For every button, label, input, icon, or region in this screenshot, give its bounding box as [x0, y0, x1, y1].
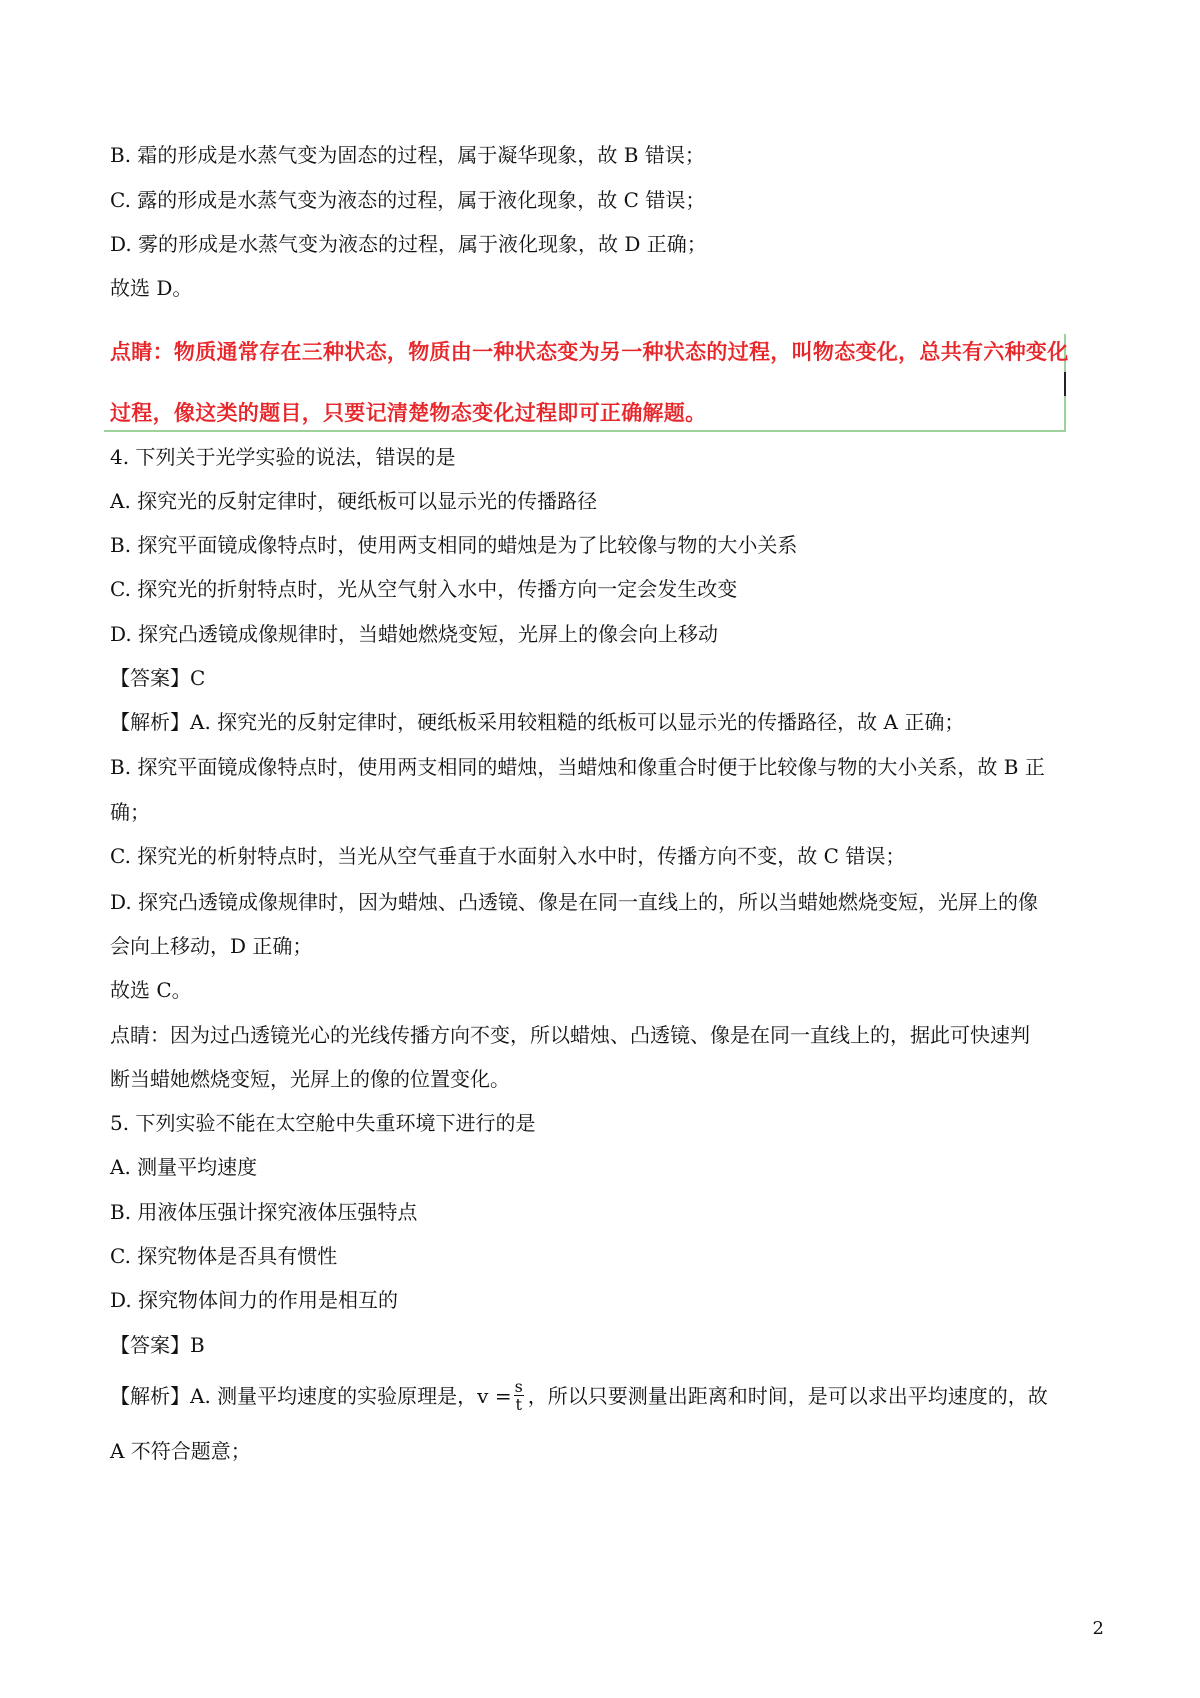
q5-explanation-a-prefix: 【解析】A. 测量平均速度的实验原理是，v =: [110, 1384, 512, 1408]
q5-option-d: D. 探究物体间力的作用是相互的: [110, 1288, 399, 1312]
q5-stem: 5. 下列实验不能在太空舱中失重环境下进行的是: [110, 1111, 536, 1135]
q5-explanation-a-line-1: [110, 1377, 1048, 1415]
q4-explanation-b-line-1: B. 探究平面镜成像特点时，使用两支相同的蜡烛，当蜡烛和像重合时便于比较像与物的大小关系，故 B 正: [110, 755, 1045, 779]
q4-stem: 4. 下列关于光学实验的说法，错误的是: [110, 445, 456, 469]
fraction-denominator: t: [515, 1395, 522, 1414]
q4-explanation-b-line-2: 确；: [110, 800, 150, 824]
q4-explanation-d-line-1: D. 探究凸透镜成像规律时，因为蜡烛、凸透镜、像是在同一直线上的，所以当蜡她燃烧变短，光屏上的像: [110, 890, 1039, 914]
q4-note-line-1: 点睛：因为过凸透镜光心的光线传播方向不变，所以蜡烛、凸透镜、像是在同一直线上的，据此可快速判: [110, 1023, 1030, 1047]
q4-explanation-a: 【解析】A. 探究光的反射定律时，硬纸板采用较粗糙的纸板可以显示光的传播路径，故 A 正确；: [110, 710, 965, 734]
q5-option-c: C. 探究物体是否具有惯性: [110, 1244, 338, 1268]
q4-note-line-2: 断当蜡她燃烧变短，光屏上的像的位置变化。: [110, 1067, 510, 1091]
q3-option-d-explanation: D. 雾的形成是水蒸气变为液态的过程，属于液化现象，故 D 正确；: [110, 232, 707, 256]
q4-explanation-c: C. 探究光的析射特点时，当光从空气垂直于水面射入水中时，传播方向不变，故 C 错误；: [110, 844, 906, 868]
q4-answer: 【答案】C: [110, 666, 206, 690]
q3-note-line-2: 过程，像这类的题目，只要记清楚物态变化过程即可正确解题。: [110, 401, 707, 425]
q5-explanation-a-line-2: A 不符合题意；: [110, 1439, 251, 1463]
fraction-numerator: s: [514, 1377, 523, 1396]
q4-option-d: D. 探究凸透镜成像规律时，当蜡她燃烧变短，光屏上的像会向上移动: [110, 622, 719, 646]
q5-answer: 【答案】B: [110, 1333, 205, 1357]
q3-option-c-explanation: C. 露的形成是水蒸气变为液态的过程，属于液化现象，故 C 错误；: [110, 188, 706, 212]
text-cursor: [1064, 372, 1066, 396]
q5-option-b: B. 用液体压强计探究液体压强特点: [110, 1200, 418, 1224]
q4-option-b: B. 探究平面镜成像特点时，使用两支相同的蜡烛是为了比较像与物的大小关系: [110, 533, 798, 557]
q4-explanation-d-line-2: 会向上移动，D 正确；: [110, 934, 313, 958]
q5-explanation-a-suffix: ，所以只要测量出距离和时间，是可以求出平均速度的，故: [527, 1384, 1048, 1408]
q3-choice: 故选 D。: [110, 276, 193, 300]
q4-option-c: C. 探究光的折射特点时，光从空气射入水中，传播方向一定会发生改变: [110, 577, 738, 601]
q4-option-a: A. 探究光的反射定律时，硬纸板可以显示光的传播路径: [110, 489, 598, 513]
q4-choice: 故选 C。: [110, 978, 192, 1002]
velocity-formula-fraction: [514, 1378, 524, 1413]
q3-option-b-explanation: B. 霜的形成是水蒸气变为固态的过程，属于凝华现象，故 B 错误；: [110, 143, 705, 167]
page-number: 2: [1092, 1618, 1104, 1639]
q5-option-a: A. 测量平均速度: [110, 1155, 258, 1179]
q3-note-line-1: 点睛：物质通常存在三种状态，物质由一种状态变为另一种状态的过程，叫物态变化，总共有六种变化: [110, 340, 1069, 364]
